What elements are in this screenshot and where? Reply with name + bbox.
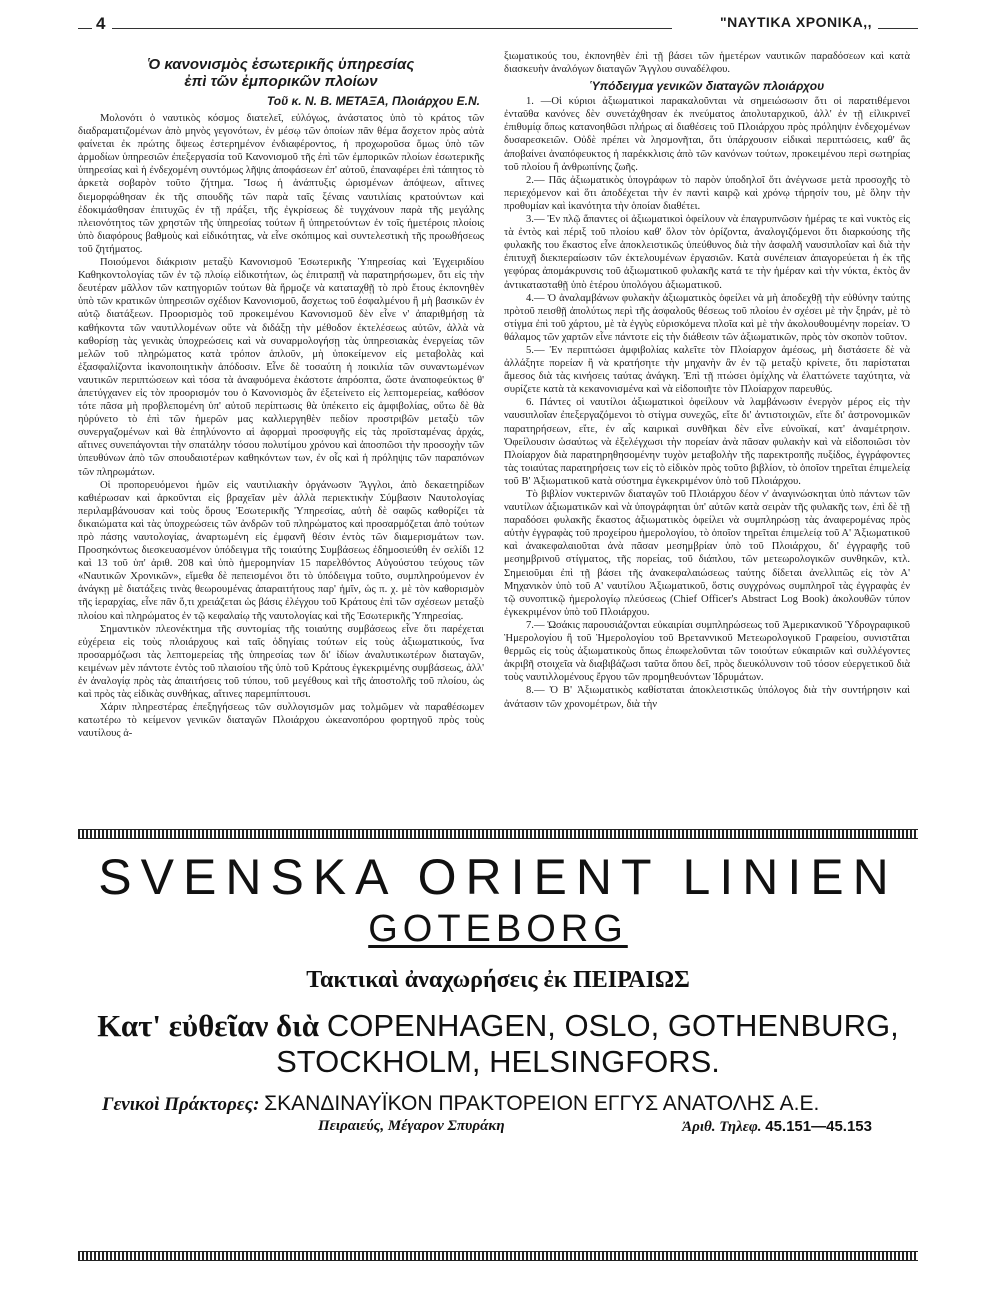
- right-column: [504, 50, 910, 826]
- article-title-line-1: Ὁ κανονισμὸς ἐσωτερικῆς ὑπηρεσίας: [147, 56, 415, 73]
- ad-contact: [78, 1118, 918, 1142]
- numbered-paragraph: 2.— Πᾶς ἀξιωματικὸς ὑπογράφων τὸ παρὸν ὑποδηλοῖ ὅτι ἀνέγνωσε μετὰ προσοχῆς τὸ περιεχόμενον καὶ ὅτι ἀποδέχεται τὴν ἐν παντὶ καιρῷ καὶ χρόνῳ τήρησίν του, μὲ ὅλην τὴν προθυμίαν καὶ ἱκανότητα τὴν ὁποίαν διαθέτει.: [504, 174, 910, 212]
- ad-departures: Τακτικαὶ ἀναχωρήσεις ἐκ ΠΕΙΡΑΙΩΣ: [306, 967, 690, 993]
- right-column-text: [504, 50, 910, 711]
- ad-top-border: [78, 829, 918, 839]
- ad-agents-name: ΣΚΑΝΔΙΝΑΥΪΚΟΝ ΠΡΑΚΤΟΡΕΙΟΝ ΕΓΓΥΣ ΑΝΑΤΟΛΗΣ Α.Ε.: [264, 1092, 820, 1115]
- section-subheading: Ὑπόδειγμα γενικῶν διαταγῶν πλοιάρχου: [589, 79, 825, 94]
- paragraph: Χάριν πληρεστέρας ἐπεξηγήσεως τῶν συλλογισμῶν μας τολμῶμεν νὰ παραθέσωμεν κατωτέρω τὸ κείμενον γενικῶν διαταγῶν Πλοιάρχου ὠκεανοπόρου φορτηγοῦ πρὸς τοὺς ναυτίλους ἀ-: [78, 702, 484, 740]
- numbered-paragraph: 7.— Ὡσάκις παρουσιάζονται εὐκαιρίαι συμπληρώσεως τοῦ Ἀμερικανικοῦ Ὑδρογραφικοῦ Ἡμερολογίου ἢ τοῦ Ἡμερολογίου τοῦ Βρεταννικοῦ Μετεωρολογικοῦ Γραφείου, συνιστᾶται θερμῶς εἰς τοὺς ἀξιωματικοὺς ὅπως ἐπωφελοῦνται τῶν τοιούτων εὐκαιριῶν καὶ συλλέγοντες ἀκριβῆ στοιχεῖα νὰ διαβιβάζωσι ταῦτα ὅπου δεῖ, πρὸς διευκόλυνσιν τοῦ τόσον εὐεργετικοῦ διὰ τοὺς ναυτιλλομένους ἔργου τῶν προμηθευόντων Ἱδρυμάτων.: [504, 619, 910, 684]
- ad-agents-label: Γενικοὶ Πράκτορες:: [102, 1094, 260, 1115]
- newspaper-page: [78, 14, 918, 1135]
- ad-city: GOTEBORG: [368, 908, 628, 950]
- paragraph: Μολονότι ὁ ναυτικὸς κόσμος διατελεῖ, εὐλόγως, ἀνάστατος ὑπὸ τὸ κράτος τῶν διαδραματιζομένων ἀπὸ μηνὸς γεγονότων, ἐν μέσῳ τῶν ὁποίων πᾶν θέμα ἄσχετον πρὸς αὐτὰ φαίνεται ἐκ πρώτης ὄψεως ἐστερημένον ἐνδιαφέροντος, ἡ προχωροῦσα ὅμως ὑπὸ τῶν ἁρμοδίων ὑπηρεσιῶν ἐπεξεργασία τοῦ Κανονισμοῦ τῆς ἐπὶ τῶν ἐμπορικῶν πλοίων ἐσωτερικῆς ὑπηρεσίας καὶ ἡ ἐνδεχομένη συντόμως λῆψις ἀποφάσεων ἐπ' αὐτοῦ, ἐπαναφέρει ἐπὶ τάπητος τὸ ἀρκετὰ σοβαρὸν τοῦτο ζήτημα. Ἴσως ἡ ἀνάπτυξις ὡρισμένων ἀπόψεων, αἵτινες διεμορφώθησαν ἐκ τῆς σπουδῆς τῶν παρὰ ταῖς ξέναις ναυτιλίαις κρατούντων καὶ ἐδοκιμάσθησαν ἐπιτυχῶς ἐν τῇ πράξει, τῆς ἐγκρίσεως δὲ τυγχάνουν παρὰ τῆς μεγάλης πλειονότητος τῶν χρηστῶν τῆς ὑπηρεσίας τούτων ἢ ὑπηρετούντων ἐν τοῖς ἡμετέροις πλοίοις ὑπὸ διαφόρους βαθμοὺς καὶ εἰδικότητας, νὰ εἶνε σκόπιμος καὶ συντελεστικὴ τῆς προωθήσεως τοῦ ζητήματος.: [78, 113, 484, 255]
- header-rule-right: [878, 28, 918, 29]
- ad-agents: [78, 1092, 918, 1116]
- ad-direct-lead: Κατ' εὐθεῖαν διὰ: [97, 1008, 320, 1043]
- paragraph: Ποιούμενοι διάκρισιν μεταξὺ Κανονισμοῦ Ἐσωτερικῆς Ὑπηρεσίας καὶ Ἐγχειριδίου Καθηκοντολογίας τῶν ἐν τῷ πλοίῳ εἰδικοτήτων, ὡς ἐπιτραπῇ νὰ παρατηρήσωμεν, ὅτι εἰς τὴν δευτέραν μᾶλλον τῶν κατηγοριῶν τούτων θὰ ἥρμοζε νὰ καταταχθῇ τὸ πρὸ ἔτους ἐκπονηθὲν ὑπὸ τῶν κρατικῶν ὑπηρεσιῶν σχέδιον Κανονισμοῦ, ἄσχετως τοῦ ἐσφαλμένου ἢ μὴ βασικῶν ἐν αὐτῷ διατάξεων. Προορισμὸς τοῦ προκειμένου Κανονισμοῦ δὲν εἶνε ν' ἀπαριθμήσῃ τὰ καθήκοντα τῶν ναυτιλλομένων οὔτε νὰ διδάξῃ τὴν μέθοδον ἐκτελέσεως αὐτῶν, ἀλλὰ νὰ καθορίσῃ τὰς γενικὰς ὑποχρεώσεις καὶ νὰ συναρμολογήσῃ τὰς ὑπηρεσιακὰς ἐνεργείας τῶν μελῶν τοῦ πληρώματος κατὰ τρόπον ἁπλοῦν, μὴ ὑποκείμενον εἰς μεταβολὰς καὶ ἐξασφαλίζοντα ἱκανοποιητικὴν ἀπόδοσιν. Εἶνε δὲ τοσαύτη ἡ ποικιλία τῶν συναντωμένων ναυτικῶν περιπτώσεων καὶ τόσα τὰ ἀναφυόμενα ἑκάστοτε ἀπρόοπτα, ὥστε ἀναποφεύκτως θ' ἀπετύγχανεν εἰς τὸν προορισμόν του ὁ Κανονισμὸς ἂν ἐξετείνετο εἰς λεπτομερείας, καθόσον τότε πᾶσα μὴ προβλεπομένη ὑπ' αὐτοῦ περίπτωσις θὰ ὑπέκειτο εἰς ἀμφιβολίας, οὕτω δὲ θὰ ηὑρύνετο τὸ ἐπὶ τῶν ἡμερῶν μας καλλιεργηθὲν πεδίον προστριβῶν μεταξὺ τῶν συνεργαζομένων καὶ θὰ ἐπηλύνοντο αἱ ἀφορμαὶ προσφυγῆς εἰς τὰς προϊσταμένας ἀρχάς, αἵτινες συνεπάγονται τὴν σπατάλην τόσου πολυτίμου χρόνου καὶ ἀποσπῶσι τὴν προσοχὴν τῶν ὑπευθύνων ἀπὸ τῶν σπουδαιοτέρων καθηκόντων των, ἐν οἷς καὶ ἡ πρόληψις τῶν παραπόνων τῶν πληρωμάτων.: [78, 257, 484, 478]
- header-rule-left: [78, 28, 92, 29]
- numbered-paragraph: 5.— Ἐν περιπτώσει ἀμφιβολίας καλεῖτε τὸν Πλοίαρχον ἀμέσως, μὴ διστάσετε δὲ νὰ ἀλλάξητε πορείαν ἢ νὰ κρατήσητε τὴν μηχανὴν ἂν ἐν τῷ μεταξὺ κρίνετε, ὅτι παρίσταται ἄμεσος διὰ τὰς κινήσεις ταύτας ἀνάγκη. Ἐπὶ τῇ πτώσει ὁμίχλης νὰ ἐλαττώνετε ταχύτητα, νὰ συρίζετε κατὰ τὰ κεκανονισμένα καὶ νὰ εἰδοποιῆτε τὸν Πλοίαρχον παρευθύς.: [504, 344, 910, 396]
- numbered-paragraph: 4.— Ὁ ἀναλαμβάνων φυλακὴν ἀξιωματικὸς ὀφείλει νὰ μὴ ἀποδεχθῇ τὴν εὐθύνην ταύτης πρὸτοῦ πεισθῇ ἀπολύτως περὶ τῆς ἀσφαλοῦς θέσεως τοῦ πλοίου ἐν σχέσει μὲ τὴν ξηράν, μὲ τὸ στίγμα ἐπὶ τοῦ χάρτου, μὲ τὰ ἐγγὺς εὑρισκόμενα πλοῖα καὶ μὲ τὴν ἀκολουθουμένην πορείαν. Ὁ θάλαμος τῶν χαρτῶν εἶνε πάντοτε εἰς τὴν διάθεσιν τῶν ἀξιωματικῶν, πρὸς τὸν σκοπὸν τοῦτον.: [504, 292, 910, 343]
- paragraph-continuation: ξιωματικούς του, ἐκπονηθὲν ἐπὶ τῇ βάσει τῶν ἡμετέρων ναυτικῶν παραδόσεων καὶ κατὰ διασκευὴν ἀναλόγων διαταγῶν Ἄγγλου συναδέλφου.: [504, 51, 910, 76]
- ad-bottom-border: [78, 1251, 918, 1261]
- page-number: 4: [96, 14, 106, 33]
- article-title: [78, 56, 484, 90]
- ad-destinations-2: STOCKHOLM, HELSINGFORS.: [276, 1044, 720, 1079]
- numbered-paragraph: 1. —Οἱ κύριοι ἀξιωματικοὶ παρακαλοῦνται νὰ σημειώσωσιν ὅτι οἱ παρατιθέμενοι ἐνταῦθα κανόνες δὲν συνετάχθησαν ἐκ πνεύματος ἀπολυταρχικοῦ, ἀλλ' ἐν τῇ εἰλικρινεῖ ἐπιθυμίᾳ ὅπως κατανοηθῶσι πλήρως αἱ διαθέσεις τοῦ Πλοιάρχου πρὸς πρόληψιν ἐνδεχομένων δυσαρεσκειῶν. Οὐδὲ πρέπει νὰ λησμονῆται, ὅτι ὑπάρχουσιν εἰδικαὶ περιπτώσεις, καθ' ἃς ἀποβαίνει ἀναπόφευκτος ἡ παρέκκλισις ἀπὸ τῶν κανόνων τούτων, προκειμένου περὶ σωτηρίας τοῦ πλοίου ἢ ἀνθρωπίνης ζωῆς.: [504, 96, 910, 173]
- masthead: "ΝΑΥΤΙΚΑ ΧΡΟΝΙΚΑ,,: [719, 14, 872, 30]
- ad-destinations-line-1: [78, 1008, 918, 1044]
- ad-phone: [682, 1118, 872, 1136]
- ad-address: Πειραιεύς, Μέγαρον Σπυράκη: [318, 1118, 505, 1134]
- numbered-paragraph: 3.— Ἐν πλῷ ἅπαντες οἱ ἀξιωματικοὶ ὀφείλουν νὰ ἐπαγρυπνῶσιν ἡμέρας τε καὶ νυκτὸς εἰς τὰ ἐντὸς καὶ πέριξ τοῦ πλοίου καθ' ὅλον τὸν ὁρίζοντα, ἀναλογιζόμενοι ὅτι διαρκούσης τῆς φυλακῆς του ἕκαστος εἶνε ἀποκλειστικῶς ὑπεύθυνος διὰ τὴν ἀσφαλῆ ναυσιπλοΐαν καὶ διὰ τὴν ἐπιτυχῆ διεκπεραίωσιν τῶν ἐκτελουμένων ἐργασιῶν. Κατὰ συνέπειαν ἀπαγορεύεται ἡ ἐκ τῆς γεφύρας ἀπομάκρυνσις τοῦ ἀξιωματικοῦ φυλακῆς κατά τε τὴν ἡμέραν καὶ τὴν νύκτα, ἐκτὸς ἂν ἀντικατασταθῇ ὑπὸ ἑτέρου ὑπολόγου ἀξιωματικοῦ.: [504, 214, 910, 291]
- numbered-paragraph: 8.— Ὁ Β' Ἀξιωματικὸς καθίσταται ἀποκλειστικῶς ὑπόλογος διὰ τὴν συντήρησιν καὶ ἀνάτασιν τῶν χρονομέτρων, διὰ τὴν: [504, 685, 910, 710]
- article-byline: Τοῦ κ. Ν. Β. ΜΕΤΑΞΑ, Πλοιάρχου Ε.Ν.: [266, 94, 480, 108]
- paragraph: Σημαντικὸν πλεονέκτημα τῆς συντομίας τῆς τοιαύτης συμβάσεως εἶνε ὅτι παρέχεται εὐχέρεια εἰς τοὺς πλοιάρχους καὶ ταῖς ὁδηγίαις τούτων εἰς τοὺς ἀξιωματικούς, ἵνα προσαρμόζωσι τὰς λεπτομερείας τῆς ὑπηρεσίας των δι' ἰδίων ἀναλυτικωτέρων διαταγῶν, κειμένων μὲν πάντοτε ἐντὸς τοῦ πλαισίου τῆς ὑπὸ τοῦ Κράτους ἐγκεκριμένης συμβάσεως, ἀλλ' ἐν ἀναλογίᾳ πρὸς τὰς ἀπαιτήσεις τοῦ τύπου, τοῦ μεγέθους καὶ τῆς ἀποστολῆς τοῦ πλοίου, ὡς καὶ πρὸς τὰς εἰδικὰς συνθήκας, αἵτινες παρεμπίπτουσι.: [78, 623, 484, 701]
- paragraph: Οἱ προπορευόμενοι ἡμῶν εἰς ναυτιλιακὴν ὀργάνωσιν Ἄγγλοι, ἀπὸ δεκαετηρίδων καθιέρωσαν καὶ ἀρκοῦνται εἰς βραχεῖαν μὲν ἀλλὰ περιεκτικὴν Σύμβασιν Ναυτολογίας περιλαμβάνουσαν καὶ τοὺς ὅρους Ἐσωτερικῆς Ὑπηρεσίας, αὐτὴ δὲ σαφῶς καθορίζει τὰ δικαιώματα καὶ τὰς ὑποχρεώσεις τῶν ἀνδρῶν τοῦ πληρώματος καὶ προσαρμόζεται ἀπὸ τούτων πρὸ πάσης ναυτολογίας, ἀναρτωμένη εἰς ἐμφανῆ θέσιν ἐντὸς τῶν διαμερισμάτων των. Προσηκόντως διεσκευασμένον ὑπόδειγμα τῆς τοιαύτης Συμβάσεως ἐδημοσιεύθη ἐν σελίδι 12 καὶ 13 τοῦ ὑπ' ἀριθ. 208 καὶ ὑπὸ ἡμερομηνίαν 15 παρελθόντος Αὐγούστου τεύχους τῶν «Ναυτικῶν Χρονικῶν», εἴμεθα δὲ πεπεισμένοι ὅτι τὸ ὑπόδειγμα τοῦτο, συμπληρούμενον ἐν ἀνάγκῃ μὲ διατάξεις τινὰς θεωρουμένας ἀπαραιτήτους παρ' ἡμῖν, ὡς π. χ. μὲ τὸν καθορισμὸν τῆς ἱεραρχίας, εἶνε πᾶν ὅ,τι χρειάζεται ὡς βάσις ἐλέγχου τοῦ Κράτους ἐπὶ τῶν σχέσεων μεταξὺ πλοίου καὶ πληρώματος ἐν τῷ κεφαλαίῳ τῆς ναυτολογίας καὶ τῆς Ἐσωτερικῆς Ὑπηρεσίας.: [78, 479, 484, 622]
- ad-phone-numbers: 45.151—45.153: [765, 1118, 872, 1135]
- paragraph: Τὸ βιβλίον νυκτερινῶν διαταγῶν τοῦ Πλοιάρχου δέον ν' ἀναγινώσκηται ὑπὸ πάντων τῶν ναυτίλων ἀξιωματικῶν καὶ νὰ ὑπογράφηται ὑπ' αὐτῶν κατὰ σειρὰν τῆς φυλακῆς των, ἐπὶ δὲ τῇ παραδόσει φυλακῆς ἕκαστος ἀξιωματικὸς ὀφείλει νὰ συμπληρώσῃ τὰς ἀναφερομένας πρὸς αὐτὴν ἐγγραφὰς τοῦ προχείρου ἡμερολογίου, τὸ ὁποῖον τηρεῖται ἐπιμελείᾳ τοῦ Α' Ἀξιωματικοῦ καὶ ἀνακεφαλαιοῦται ἀνὰ πᾶσαν μεσημβρίαν ὑπὸ τοῦ Πλοιάρχου, δι' ἐγγραφῆς τοῦ μεσημβρινοῦ στίγματος, τῆς πορείας, τοῦ διάπλου, τῶν μετεωρολογικῶν συνθηκῶν, κτλ. Σημειοῦμαι ἐπὶ τῇ βάσει τῆς ἀνακεφαλαιώσεως ταύτης δίδεται ἀνελλιπῶς εἰς τὸν Α' Μηχανικὸν ὑπὸ τοῦ Α' ναυτίλου Ἀξιωματικοῦ, ὅστις συγχρόνως συμπληροῖ τὰς ἐγγραφὰς ἐν τῷ συνοπτικῷ ἡμερολογίῳ πλεύσεως (Chief Officer's Abstract Log Book) ἀκολουθῶν τύπον ἐγκεκριμένον ὑπὸ τοῦ Πλοιάρχου.: [504, 489, 910, 618]
- article-columns: [78, 50, 918, 826]
- header-rule-middle: [112, 28, 672, 29]
- ad-phone-label: Ἀριθ. Τηλεφ.: [682, 1119, 762, 1135]
- shipping-advertisement: [78, 829, 918, 1261]
- article-title-line-2: ἐπὶ τῶν ἐμπορικῶν πλοίων: [184, 73, 378, 90]
- ad-destinations-1: COPENHAGEN, OSLO, GOTHENBURG,: [326, 1008, 899, 1043]
- left-column-text: [78, 112, 484, 741]
- left-column: [78, 50, 484, 826]
- page-header: [78, 14, 918, 44]
- numbered-paragraph: 6. Πάντες οἱ ναυτίλοι ἀξιωματικοὶ ὀφείλουν νὰ λαμβάνωσιν ἐνεργὸν μέρος εἰς τὴν ναυσιπλοΐαν ἐπεξεργαζόμενοι τὸ στίγμα συνεχῶς, εἴτε δι' ἀντιστοιχιῶν, εἴτε δι' ἀστρονομικῶν παρατηρήσεων, εἴτε, ἐν αἷς καιρικαὶ συνθῆκαι δὲν εἶνε εὐνοϊκαί, κατ' ἀναμέτρησιν. Ὀφείλουσιν ὡσαύτως νὰ ἐξελέγχωσι τὴν πορείαν ἀνὰ πᾶσαν φυλακὴν καὶ νὰ εἰδοποιῶσι τὸν Πλοίαρχον διὰ παρατηρηθησομένην τυχὸν μεταβολὴν τῆς παρεκτροπῆς πυξίδος, ἐγγράφοντες τὰς τοιαύτας παρατηρήσεις των εἰς τὸ εἰδικὸν πρὸς τοῦτο βιβλίον, τὸ ὁποῖον τηρεῖται ἐπιμελείᾳ τοῦ Β' Ἀξιωματικοῦ κατὰ σύστημα ἐγκεκριμένον ὑπὸ τοῦ Πλοιάρχου.: [504, 397, 910, 487]
- ad-company-name: SVENSKA ORIENT LINIEN: [98, 849, 898, 905]
